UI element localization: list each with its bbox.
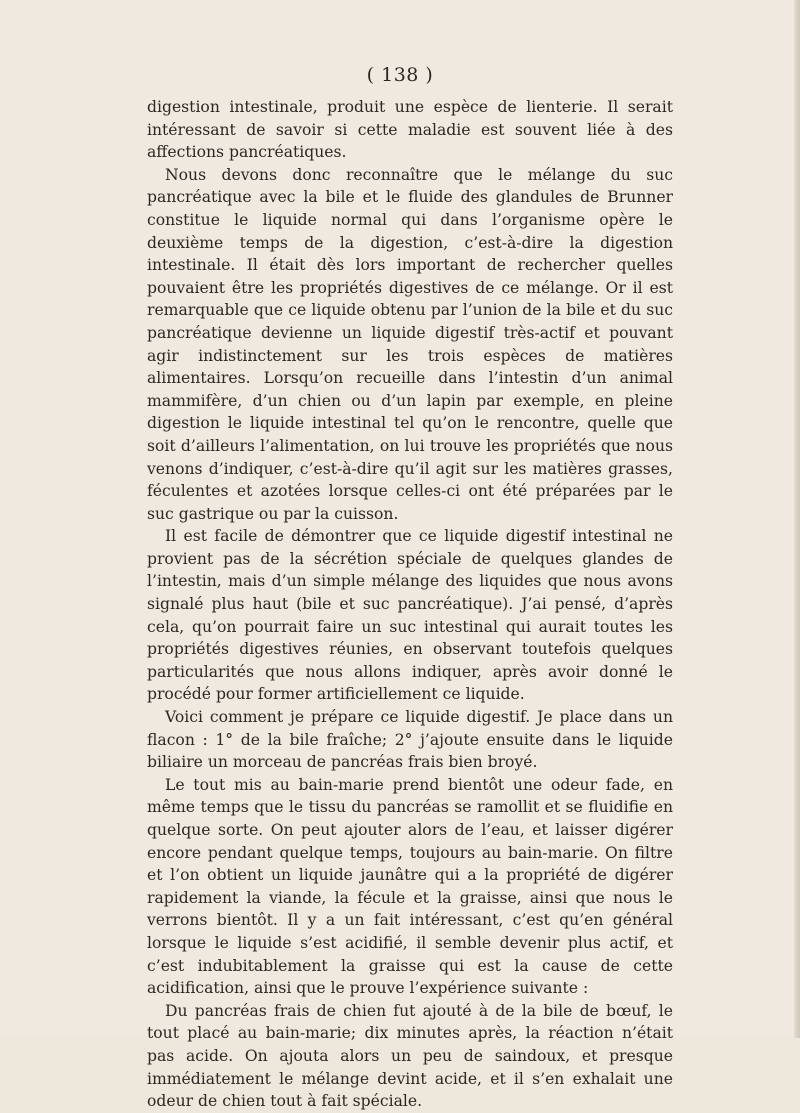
paragraph-3: Il est facile de démontrer que ce liquide digestif intestinal ne provient pas de la sécrétion spéciale de quelques glandes de l’intestin, mais d’un simple mélange des liquides que nous avons signalé plus haut (bile et suc pancréatique). J’ai pensé, d’après cela, qu’on pourrait faire un suc intestinal qui aurait toutes les propriétés digestives réunies, en observant toutefois quelques particularités que nous allons indiquer, après avoir donné le procédé pour former artificiellement ce liquide. <box>147 527 673 704</box>
paragraph-2: Nous devons donc reconnaître que le mélange du suc pancréatique avec la bile et le fluide des glandules de Brunner constitue le liquide normal qui dans l’organisme opère le deuxième temps de la digestion, c’est-à-dire la digestion intestinale. Il était dès lors important de rechercher quelles pouvaient être les propriétés digestives de ce mélange. Or il est remarquable que ce liquide obtenu par l’union de la bile et du suc pancréatique devienne un liquide digestif très-actif et pouvant agir indistinctement sur les trois espèces de matières alimentaires. Lorsqu’on recueille dans l’intestin d’un animal mammifère, d’un chien ou d’un lapin par exemple, en pleine digestion le liquide intestinal tel qu’on le rencontre, quelle que soit d’ailleurs l’alimentation, on lui trouve les propriétés que nous venons d’indiquer, c’est-à-dire qu’il agit sur les matières grasses, féculentes et azotées lorsque celles-ci ont été préparées par le suc gastrique ou par la cuisson. <box>147 165 673 523</box>
paragraph-4: Voici comment je prépare ce liquide digestif. Je place dans un flacon : 1° de la bile fraîche; 2° j’ajoute ensuite dans le liquide biliaire un morceau de pancréas frais bien broyé. <box>147 708 673 772</box>
paragraph-5: Le tout mis au bain-marie prend bientôt une odeur fade, en même temps que le tissu du pancréas se ramollit et se fluidifie en quelque sorte. On peut ajouter alors de l’eau, et laisser digérer encore pendant quelque temps, toujours au bain-marie. On filtre et l’on obtient un liquide jaunâtre qui a la propriété de digérer rapidement la viande, la fécule et la graisse, ainsi que nous le verrons bientôt. Il y a un fait intéressant, c’est qu’en général lorsque le liquide s’est acidifié, il semble devenir plus actif, et c’est indubitablement la graisse qui est la cause de cette acidification, ainsi que le prouve l’expérience suivante : <box>147 775 673 998</box>
page-edge <box>794 0 800 1038</box>
paragraph-1: digestion intestinale, produit une espèce de lienterie. Il serait intéressant de savoir si cette maladie est souvent liée à des affections pancréatiques. <box>147 98 673 162</box>
paragraph-6: Du pancréas frais de chien fut ajouté à de la bile de bœuf, le tout placé au bain-marie; dix minutes après, la réaction n’était pas acide. On ajouta alors un peu de saindoux, et presque immédiatement le mélange devint acide, et il s’en exhalait une odeur de chien tout à fait spéciale. <box>147 1001 673 1111</box>
page-number: ( 138 ) <box>366 64 434 86</box>
body-text <box>147 96 673 1113</box>
